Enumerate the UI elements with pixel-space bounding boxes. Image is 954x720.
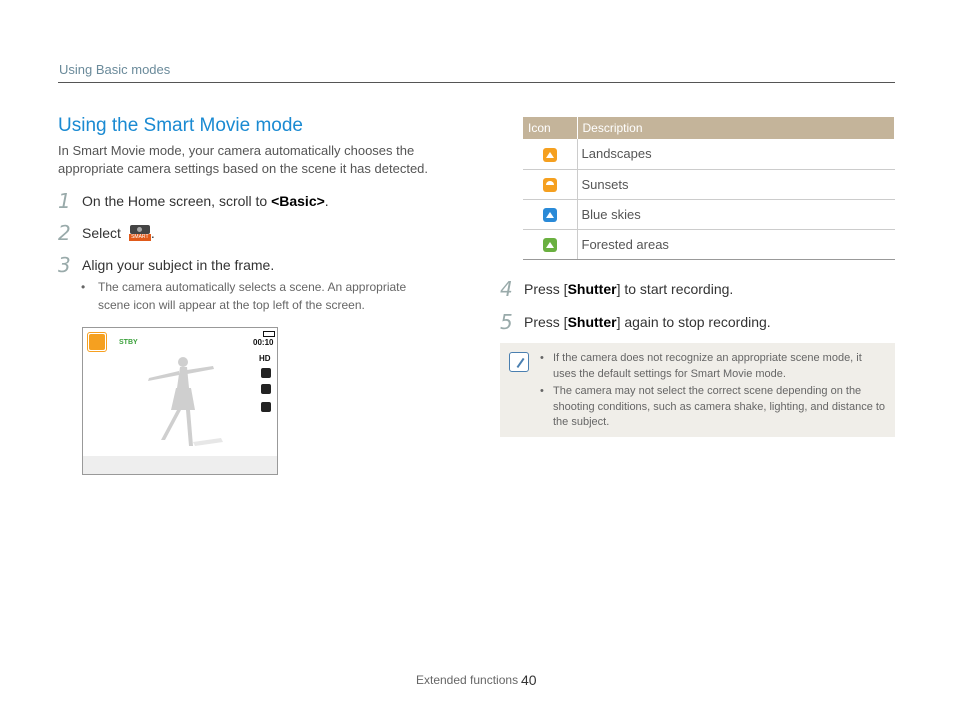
note-list [538, 351, 888, 433]
section-title: Using the Smart Movie mode [58, 115, 303, 136]
table-header-row [523, 117, 895, 139]
shutter-button-label: Shutter [567, 281, 617, 297]
step-number: 2 [58, 221, 71, 245]
step-text: On the Home screen, scroll to <Basic>. [82, 193, 329, 209]
step-2 [58, 221, 155, 245]
blue-sky-icon [543, 208, 557, 222]
shutter-button-label: Shutter [567, 314, 617, 330]
scene-icon-table [523, 117, 895, 260]
page-number: 40 [521, 672, 537, 688]
basic-menu-label: <Basic> [271, 193, 325, 209]
icon-column-header: Icon [523, 117, 577, 139]
table-row [523, 139, 895, 169]
running-header: Using Basic modes [59, 62, 171, 77]
bullet-marker: • [81, 280, 86, 294]
note-item: • The camera may not select the correct scene depending on the shooting conditions, such as camera shake, lighting, and distance to the subject. [538, 384, 888, 431]
step-1 [58, 189, 329, 213]
table-row [523, 199, 895, 229]
step-text: Select SMART . [82, 225, 155, 241]
table-row [523, 229, 895, 259]
step-number: 3 [58, 253, 71, 277]
screen-bottom-bar [83, 456, 277, 475]
description-column-header: Description [577, 117, 895, 139]
camera-screen-illustration [82, 327, 278, 475]
step-3 [58, 253, 275, 277]
step-text: Press [Shutter] again to stop recording. [524, 314, 771, 330]
wind-cut-icon [261, 402, 271, 412]
note-pencil-icon [509, 352, 529, 372]
table-cell-description: Forested areas [577, 229, 895, 259]
step-text: Press [Shutter] to start recording. [524, 281, 734, 297]
step-4 [500, 277, 734, 301]
note-item: • If the camera does not recognize an appropriate scene mode, it uses the default settings for Smart Movie mode. [538, 351, 888, 382]
header-divider [58, 82, 895, 83]
sunset-icon [543, 178, 557, 192]
standby-status: STBY [119, 339, 138, 346]
microphone-icon [261, 384, 271, 394]
note-box [500, 343, 895, 437]
step-text: Align your subject in the frame. [82, 257, 275, 273]
footer-label: Extended functions [416, 673, 519, 687]
hd-quality: HD [259, 354, 271, 363]
table-row [523, 169, 895, 199]
table-cell-description: Sunsets [577, 169, 895, 199]
table-cell-description: Landscapes [577, 139, 895, 169]
recording-time: 00:10 [253, 338, 274, 347]
scene-landscape-icon [87, 332, 107, 352]
step-number: 1 [58, 189, 71, 213]
smart-movie-icon: SMART [129, 225, 151, 241]
forest-icon [543, 238, 557, 252]
stabilizer-icon [261, 368, 271, 378]
intro-paragraph: In Smart Movie mode, your camera automatically chooses the appropriate camera settings based on the scene it has detected. [58, 143, 429, 176]
battery-icon [263, 331, 275, 337]
step-number: 4 [500, 277, 513, 301]
bullet-text: The camera automatically selects a scene. An appropriate scene icon will appear at the top left of the screen. [98, 280, 407, 312]
table-cell-description: Blue skies [577, 199, 895, 229]
step-number: 5 [500, 310, 513, 334]
dancer-silhouette [143, 352, 223, 452]
landscape-icon [543, 148, 557, 162]
step-5 [500, 310, 771, 334]
